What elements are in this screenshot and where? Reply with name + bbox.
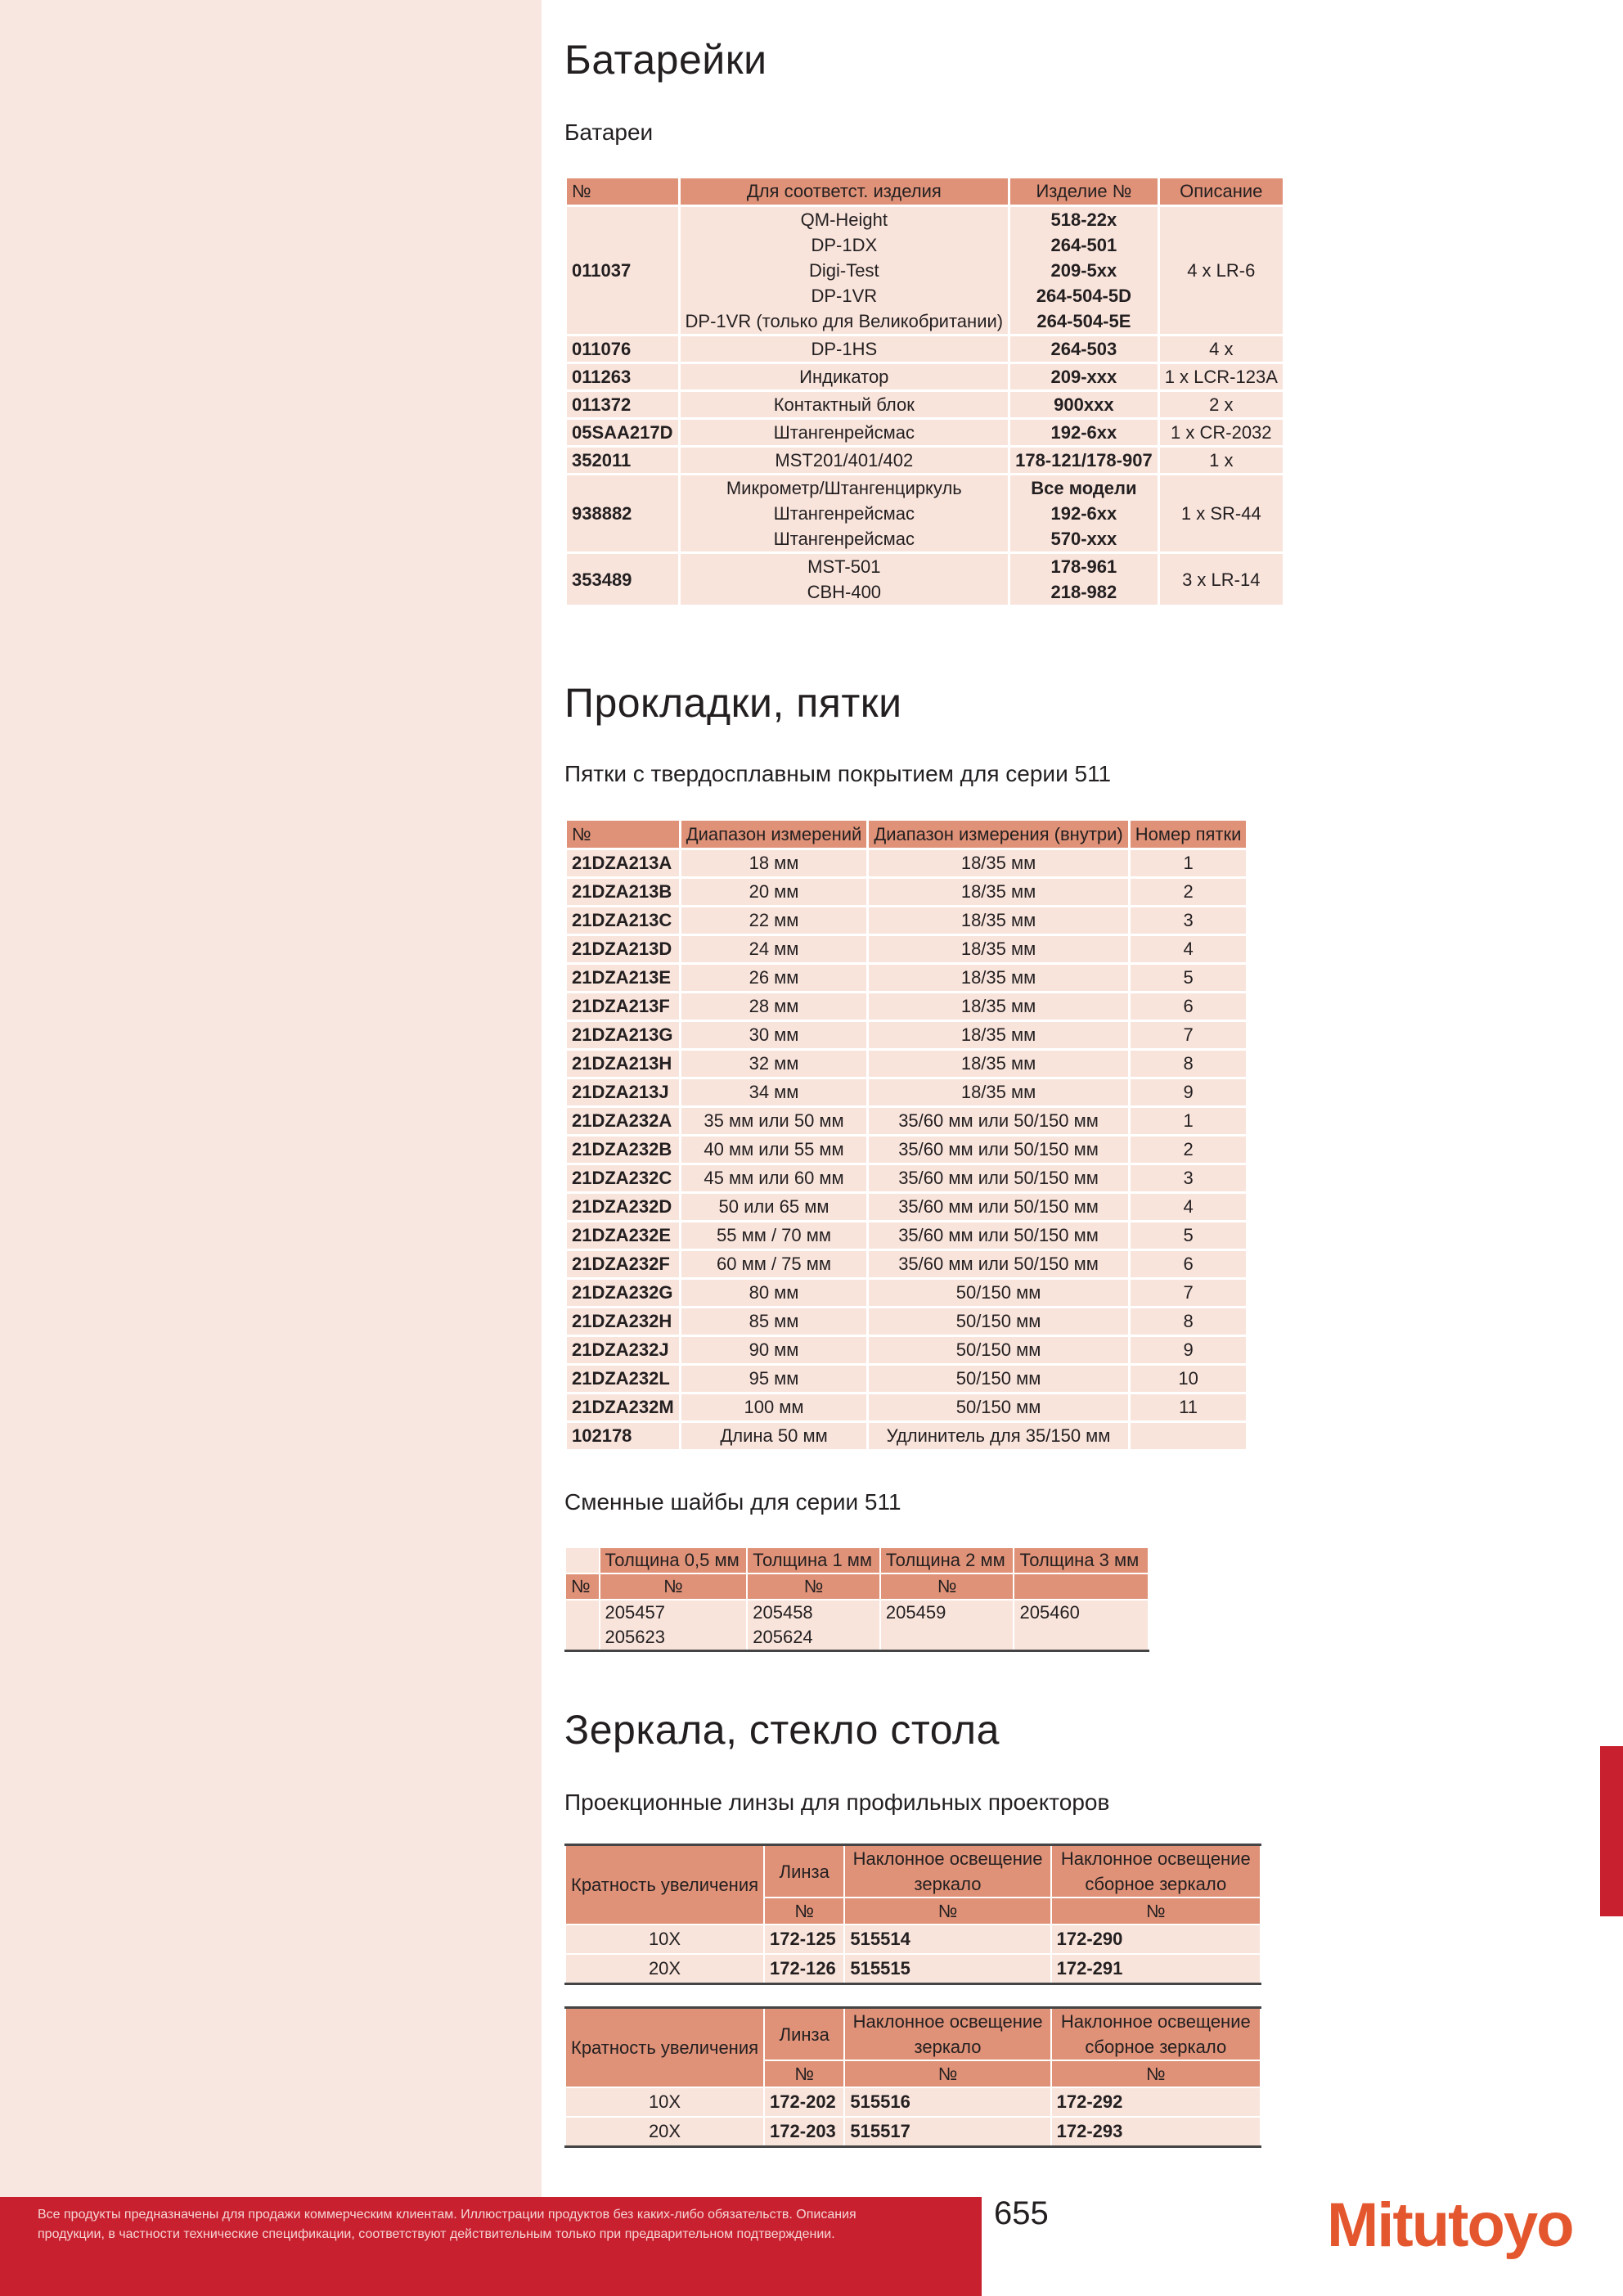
lens-number: 172-202: [764, 2087, 844, 2117]
empty-cell: [565, 1600, 600, 1651]
pad-index: 8: [1129, 1050, 1248, 1078]
measuring-range: 34 мм: [680, 1078, 868, 1107]
product-name: DP-1HS: [811, 339, 878, 359]
item-number: 205624: [753, 1627, 813, 1647]
section-title-pads: Прокладки, пятки: [564, 680, 902, 726]
assembled-mirror-number: 172-293: [1051, 2117, 1261, 2147]
item-cell: [1009, 419, 1159, 447]
battery-number: 938882: [566, 475, 680, 553]
measuring-range: 35 мм или 50 мм: [680, 1107, 868, 1136]
col-header-1mm: Толщина 1 мм: [747, 1547, 880, 1573]
item-number: 205457: [605, 1602, 665, 1623]
item-number: Все модели: [1031, 478, 1137, 498]
table-row: [566, 1021, 1248, 1050]
subtitle-washers: Сменные шайбы для серии 511: [564, 1489, 901, 1515]
pads-table-body: [566, 849, 1248, 1451]
product-name: Digi-Test: [809, 260, 879, 281]
inside-range: 35/60 мм или 50/150 мм: [868, 1250, 1129, 1279]
table-row: [566, 1393, 1248, 1422]
product-name: MST201/401/402: [775, 450, 914, 470]
product-cell: [679, 335, 1009, 363]
washer-05mm: [600, 1600, 748, 1651]
col-header-no: №: [566, 820, 681, 849]
inside-range: 35/60 мм или 50/150 мм: [868, 1136, 1129, 1164]
washers-table: [564, 1546, 1149, 1652]
description-cell: 4 x: [1158, 335, 1284, 363]
col-header-desc: Описание: [1158, 178, 1284, 206]
item-cell: [1009, 475, 1159, 553]
measuring-range: 24 мм: [680, 935, 868, 964]
product-cell: [679, 447, 1009, 475]
pad-number: 21DZA213J: [566, 1078, 681, 1107]
table-row: [565, 2087, 1261, 2117]
pad-index: 4: [1129, 1193, 1248, 1222]
header-line: Наклонное освещение: [852, 1848, 1043, 1869]
pad-index: 6: [1129, 1250, 1248, 1279]
item-number: 264-504-5E: [1036, 311, 1131, 331]
lens-table-a-body: [565, 1925, 1261, 1984]
product-cell: [679, 553, 1009, 606]
table-row: [565, 1954, 1261, 1984]
washer-2mm: [880, 1600, 1014, 1651]
lens-number: 172-203: [764, 2117, 844, 2147]
header-line: зеркало: [914, 2037, 982, 2057]
inside-range: 50/150 мм: [868, 1279, 1129, 1308]
measuring-range: 40 мм или 55 мм: [680, 1136, 868, 1164]
description-cell: 3 x LR-14: [1158, 553, 1284, 606]
battery-number: 011372: [566, 391, 680, 419]
assembled-mirror-number: 172-292: [1051, 2087, 1261, 2117]
inside-range: 50/150 мм: [868, 1308, 1129, 1336]
item-number: 518-22x: [1050, 209, 1117, 230]
pads-table: [564, 818, 1248, 1452]
table-row: [566, 1308, 1248, 1336]
inside-range: 50/150 мм: [868, 1365, 1129, 1393]
col-header-3mm: Толщина 3 мм: [1014, 1547, 1149, 1573]
header-line: сборное зеркало: [1085, 2037, 1227, 2057]
batteries-table-body: [566, 206, 1284, 606]
table-row: [566, 1050, 1248, 1078]
measuring-range: 95 мм: [680, 1365, 868, 1393]
header-line: Наклонное освещение: [1060, 1848, 1251, 1869]
pad-index: 9: [1129, 1336, 1248, 1365]
subtitle-lenses: Проекционные линзы для профильных проекторов: [564, 1790, 1110, 1815]
inside-range: 35/60 мм или 50/150 мм: [868, 1193, 1129, 1222]
mirror-number: 515516: [844, 2087, 1050, 2117]
mirror-number: 515515: [844, 1954, 1050, 1984]
inside-range: 18/35 мм: [868, 849, 1129, 878]
no-label: №: [880, 1573, 1014, 1600]
pad-index: 2: [1129, 1136, 1248, 1164]
measuring-range: 60 мм / 75 мм: [680, 1250, 868, 1279]
item-number: 178-961: [1050, 556, 1117, 577]
disclaimer-line-1: Все продукты предназначены для продажи коммерческим клиентам. Иллюстрации продуктов без каких-либо обязательств. Описания: [38, 2208, 856, 2222]
mirror-number: 515517: [844, 2117, 1050, 2147]
table-row: [566, 878, 1248, 907]
col-header-range-inside: Диапазон измерения (внутри): [868, 820, 1129, 849]
table-row: [565, 2117, 1261, 2147]
item-number: 178-121/178-907: [1015, 450, 1153, 470]
pad-index: 10: [1129, 1365, 1248, 1393]
assembled-mirror-number: 172-290: [1051, 1925, 1261, 1954]
table-row: [566, 419, 1284, 447]
pad-index: 3: [1129, 907, 1248, 935]
product-name: CBH-400: [807, 582, 882, 602]
col-header-assembled-mirror: [1051, 1845, 1261, 1898]
measuring-range: Длина 50 мм: [680, 1422, 868, 1451]
product-name: Микрометр/Штангенциркуль: [726, 478, 962, 498]
item-number: 205458: [753, 1602, 813, 1623]
header-line: Наклонное освещение: [1060, 2011, 1251, 2032]
no-label: №: [1051, 2060, 1261, 2087]
item-number: 192-6xx: [1050, 422, 1117, 443]
table-row: [566, 935, 1248, 964]
magnification: 20X: [565, 2117, 764, 2147]
product-name: Индикатор: [799, 367, 889, 387]
measuring-range: 28 мм: [680, 993, 868, 1021]
header-line: Наклонное освещение: [852, 2011, 1043, 2032]
item-number: 209-5xx: [1050, 260, 1117, 281]
measuring-range: 30 мм: [680, 1021, 868, 1050]
pad-index: 11: [1129, 1393, 1248, 1422]
measuring-range: 20 мм: [680, 878, 868, 907]
washer-3mm: [1014, 1600, 1149, 1651]
pad-index: 6: [1129, 993, 1248, 1021]
description-cell: 1 x LCR-123A: [1158, 363, 1284, 391]
inside-range: 50/150 мм: [868, 1393, 1129, 1422]
page-number: 655: [994, 2195, 1049, 2231]
pad-index: 9: [1129, 1078, 1248, 1107]
table-row: [566, 1279, 1248, 1308]
pad-index: 5: [1129, 1222, 1248, 1250]
section-title-batteries: Батарейки: [564, 37, 767, 83]
col-header-product: Для соответст. изделия: [679, 178, 1009, 206]
pad-number: 21DZA232E: [566, 1222, 681, 1250]
battery-number: 05SAA217D: [566, 419, 680, 447]
batteries-table: [564, 176, 1285, 607]
product-cell: [679, 391, 1009, 419]
table-header-row: [565, 1547, 1149, 1573]
description-cell: 1 x SR-44: [1158, 475, 1284, 553]
pad-index: 8: [1129, 1308, 1248, 1336]
table-row: [566, 1136, 1248, 1164]
table-row: [566, 1422, 1248, 1451]
product-name: DP-1VR: [811, 286, 878, 306]
table-header-row: [566, 820, 1248, 849]
product-name: Контактный блок: [773, 394, 915, 415]
table-subheader-row: [565, 1573, 1149, 1600]
measuring-range: 50 или 65 мм: [680, 1193, 868, 1222]
item-number: 218-982: [1050, 582, 1117, 602]
subtitle-batteries: Батареи: [564, 119, 654, 145]
pad-number: 21DZA213A: [566, 849, 681, 878]
mitutoyo-logo: Mitutoyo: [1327, 2190, 1573, 2260]
battery-number: 011263: [566, 363, 680, 391]
magnification: 20X: [565, 1954, 764, 1984]
col-header-05mm: Толщина 0,5 мм: [600, 1547, 748, 1573]
lens-table-a: [564, 1844, 1261, 1985]
product-name: DP-1DX: [811, 235, 878, 255]
no-label: №: [844, 2060, 1050, 2087]
table-header-row: [565, 1845, 1261, 1898]
lens-number: 172-126: [764, 1954, 844, 1984]
table-row: [566, 553, 1284, 606]
product-name: Штангенрейсмас: [773, 422, 915, 443]
measuring-range: 55 мм / 70 мм: [680, 1222, 868, 1250]
item-number: 205623: [605, 1627, 665, 1647]
measuring-range: 32 мм: [680, 1050, 868, 1078]
header-spacer: [565, 1547, 600, 1573]
measuring-range: 90 мм: [680, 1336, 868, 1365]
pad-index: 1: [1129, 1107, 1248, 1136]
product-name: DP-1VR (только для Великобритании): [685, 311, 1004, 331]
pad-index: 3: [1129, 1164, 1248, 1193]
pad-number: 21DZA232D: [566, 1193, 681, 1222]
item-number: 900xxx: [1054, 394, 1114, 415]
pad-number: 21DZA232A: [566, 1107, 681, 1136]
footer-disclaimer: [38, 2205, 921, 2244]
table-row: [566, 1078, 1248, 1107]
pad-number: 102178: [566, 1422, 681, 1451]
item-number: 264-501: [1050, 235, 1117, 255]
table-row: [566, 1107, 1248, 1136]
inside-range: 18/35 мм: [868, 1050, 1129, 1078]
pad-number: 21DZA232B: [566, 1136, 681, 1164]
table-row: [566, 475, 1284, 553]
no-label: №: [844, 1898, 1050, 1925]
item-number: 205460: [1019, 1602, 1080, 1623]
inside-range: 35/60 мм или 50/150 мм: [868, 1222, 1129, 1250]
item-number: 209-xxx: [1050, 367, 1117, 387]
product-name: Штангенрейсмас: [773, 503, 915, 524]
pad-index: [1129, 1422, 1248, 1451]
section-title-mirrors: Зеркала, стекло стола: [564, 1707, 1000, 1753]
pad-number: 21DZA232J: [566, 1336, 681, 1365]
table-row: [566, 363, 1284, 391]
pad-index: 7: [1129, 1021, 1248, 1050]
inside-range: 18/35 мм: [868, 878, 1129, 907]
subtitle-pads: Пятки с твердосплавным покрытием для серии 511: [564, 761, 1112, 786]
col-header-2mm: Толщина 2 мм: [880, 1547, 1014, 1573]
description-cell: 1 x: [1158, 447, 1284, 475]
magnification: 10X: [565, 1925, 764, 1954]
product-name: Штангенрейсмас: [773, 529, 915, 549]
measuring-range: 18 мм: [680, 849, 868, 878]
section-tab-marker: [1600, 1746, 1623, 1916]
measuring-range: 80 мм: [680, 1279, 868, 1308]
product-cell: [679, 363, 1009, 391]
product-name: QM-Height: [800, 209, 888, 230]
table-row: [565, 1600, 1149, 1651]
pad-number: 21DZA232F: [566, 1250, 681, 1279]
lens-number: 172-125: [764, 1925, 844, 1954]
pad-number: 21DZA213H: [566, 1050, 681, 1078]
item-cell: [1009, 553, 1159, 606]
pad-number: 21DZA232M: [566, 1393, 681, 1422]
inside-range: Удлинитель для 35/150 мм: [868, 1422, 1129, 1451]
measuring-range: 22 мм: [680, 907, 868, 935]
inside-range: 18/35 мм: [868, 907, 1129, 935]
pad-index: 7: [1129, 1279, 1248, 1308]
col-header-magnification: Кратность увеличения: [565, 2008, 764, 2088]
battery-number: 352011: [566, 447, 680, 475]
washer-1mm: [747, 1600, 880, 1651]
col-header-mirror: [844, 2008, 1050, 2061]
col-header-no: №: [566, 178, 680, 206]
pad-index: 4: [1129, 935, 1248, 964]
no-label: №: [764, 2060, 844, 2087]
table-row: [566, 907, 1248, 935]
no-label: №: [747, 1573, 880, 1600]
item-cell: [1009, 447, 1159, 475]
no-label: №: [565, 1573, 600, 1600]
table-header-row: [565, 2008, 1261, 2061]
item-number: 264-504-5D: [1036, 286, 1131, 306]
mirror-number: 515514: [844, 1925, 1050, 1954]
pad-number: 21DZA232H: [566, 1308, 681, 1336]
table-row: [565, 1925, 1261, 1954]
table-row: [566, 1250, 1248, 1279]
item-number: 570-xxx: [1050, 529, 1117, 549]
col-header-item: Изделие №: [1009, 178, 1159, 206]
pad-number: 21DZA213B: [566, 878, 681, 907]
pad-number: 21DZA213G: [566, 1021, 681, 1050]
col-header-lens: Линза: [764, 2008, 844, 2061]
assembled-mirror-number: 172-291: [1051, 1954, 1261, 1984]
product-cell: [679, 475, 1009, 553]
pad-number: 21DZA213F: [566, 993, 681, 1021]
table-row: [566, 849, 1248, 878]
empty-cell: [1014, 1573, 1149, 1600]
measuring-range: 45 мм или 60 мм: [680, 1164, 868, 1193]
inside-range: 18/35 мм: [868, 993, 1129, 1021]
item-number: 192-6xx: [1050, 503, 1117, 524]
table-row: [566, 1193, 1248, 1222]
battery-number: 011037: [566, 206, 680, 335]
item-cell: [1009, 363, 1159, 391]
no-label: №: [1051, 1898, 1261, 1925]
measuring-range: 26 мм: [680, 964, 868, 993]
col-header-lens: Линза: [764, 1845, 844, 1898]
inside-range: 35/60 мм или 50/150 мм: [868, 1107, 1129, 1136]
table-row: [566, 1222, 1248, 1250]
magnification: 10X: [565, 2087, 764, 2117]
table-header-row: [566, 178, 1284, 206]
product-cell: [679, 419, 1009, 447]
description-cell: 2 x: [1158, 391, 1284, 419]
header-line: зеркало: [914, 1874, 982, 1894]
inside-range: 50/150 мм: [868, 1336, 1129, 1365]
measuring-range: 100 мм: [680, 1393, 868, 1422]
pad-number: 21DZA232C: [566, 1164, 681, 1193]
disclaimer-line-2: продукции, в частности технические спецификации, соответствуют действительным только при предварительном подтверждении.: [38, 2227, 835, 2241]
table-row: [566, 447, 1284, 475]
pad-number: 21DZA232L: [566, 1365, 681, 1393]
item-cell: [1009, 335, 1159, 363]
pad-index: 2: [1129, 878, 1248, 907]
inside-range: 18/35 мм: [868, 1078, 1129, 1107]
inside-range: 35/60 мм или 50/150 мм: [868, 1164, 1129, 1193]
battery-number: 011076: [566, 335, 680, 363]
col-header-assembled-mirror: [1051, 2008, 1261, 2061]
header-line: сборное зеркало: [1085, 1874, 1227, 1894]
col-header-magnification: Кратность увеличения: [565, 1845, 764, 1925]
lens-table-b-body: [565, 2087, 1261, 2147]
pad-number: 21DZA232G: [566, 1279, 681, 1308]
product-cell: [679, 206, 1009, 335]
inside-range: 18/35 мм: [868, 1021, 1129, 1050]
item-number: 264-503: [1050, 339, 1117, 359]
table-row: [566, 1164, 1248, 1193]
pad-number: 21DZA213E: [566, 964, 681, 993]
pad-number: 21DZA213C: [566, 907, 681, 935]
table-row: [566, 1336, 1248, 1365]
pad-number: 21DZA213D: [566, 935, 681, 964]
table-row: [566, 1365, 1248, 1393]
no-label: №: [600, 1573, 748, 1600]
pad-index: 1: [1129, 849, 1248, 878]
pad-index: 5: [1129, 964, 1248, 993]
col-header-range: Диапазон измерений: [680, 820, 868, 849]
item-number: 205459: [885, 1602, 946, 1623]
table-row: [566, 964, 1248, 993]
battery-number: 353489: [566, 553, 680, 606]
item-cell: [1009, 206, 1159, 335]
inside-range: 18/35 мм: [868, 964, 1129, 993]
description-cell: 4 x LR-6: [1158, 206, 1284, 335]
no-label: №: [764, 1898, 844, 1925]
item-cell: [1009, 391, 1159, 419]
table-row: [566, 391, 1284, 419]
table-row: [566, 206, 1284, 335]
table-row: [566, 335, 1284, 363]
description-cell: 1 x CR-2032: [1158, 419, 1284, 447]
inside-range: 18/35 мм: [868, 935, 1129, 964]
table-row: [566, 993, 1248, 1021]
col-header-pad-no: Номер пятки: [1129, 820, 1248, 849]
lens-table-b: [564, 2006, 1261, 2148]
product-name: MST-501: [807, 556, 881, 577]
left-sidebar: [0, 0, 542, 2197]
col-header-mirror: [844, 1845, 1050, 1898]
measuring-range: 85 мм: [680, 1308, 868, 1336]
